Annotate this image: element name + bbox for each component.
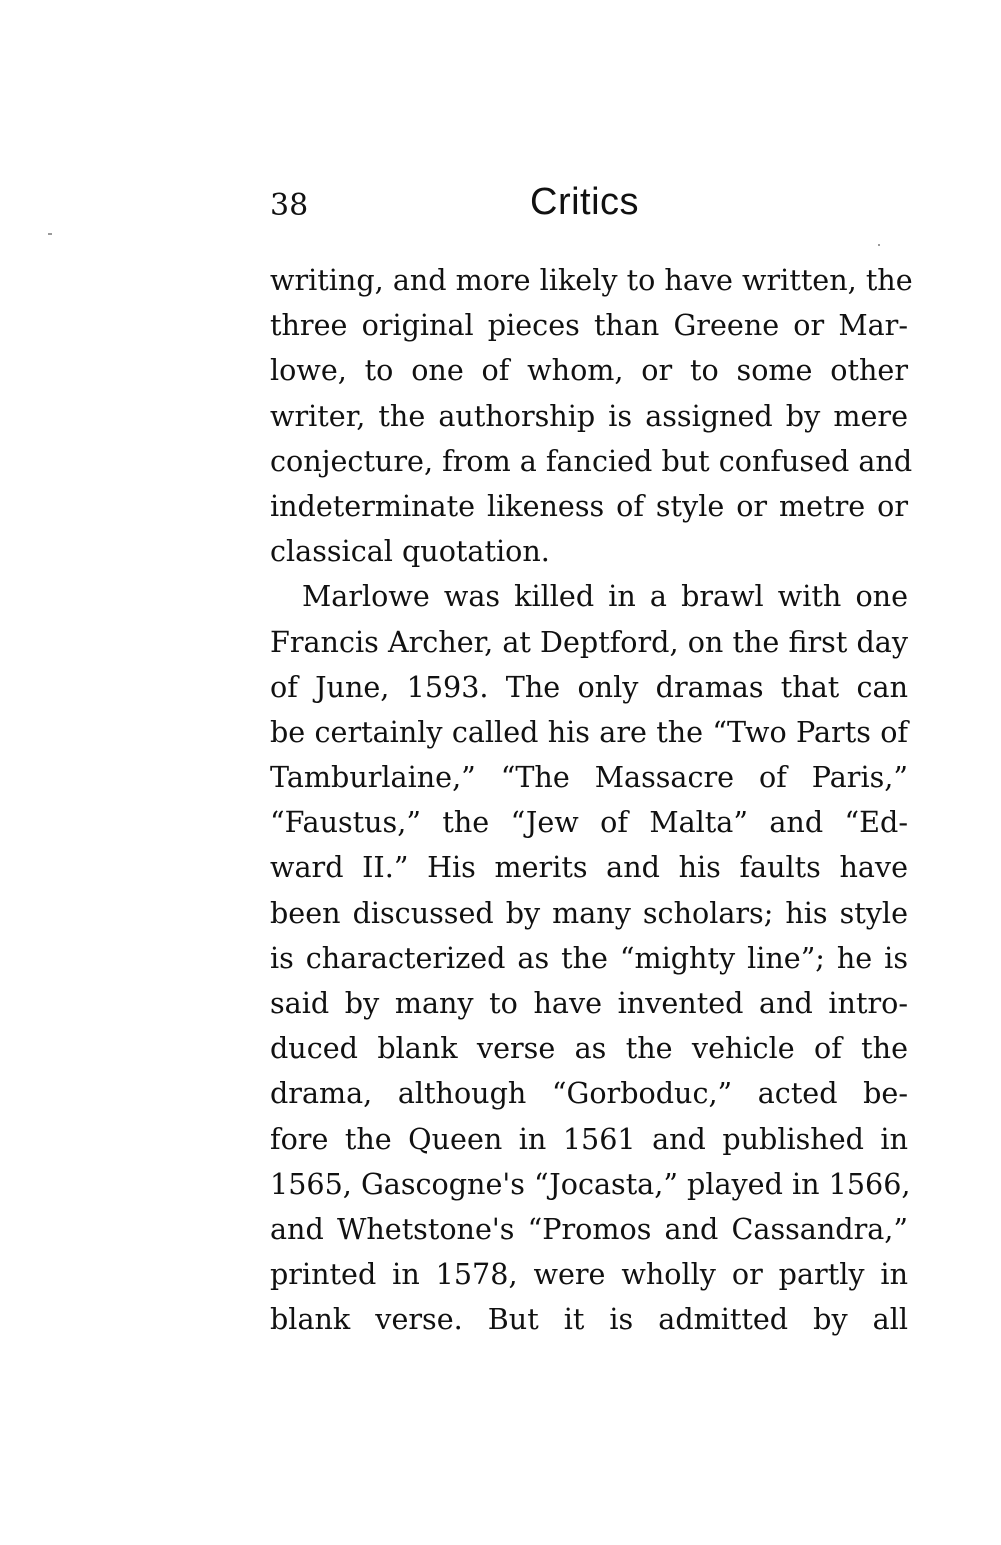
text-line: and Whetstone's “Promos and Cassandra,” — [270, 1211, 908, 1246]
text-line: Tamburlaine,” “The Massacre of Paris,” — [270, 760, 908, 795]
text-line: classical quotation. — [270, 534, 550, 569]
text-line: printed in 1578, were wholly or partly in — [270, 1257, 908, 1292]
text-line: writing, and more likely to have written, the — [270, 263, 913, 297]
text-line: conjecture, from a fancied but confused and — [270, 443, 913, 478]
text-line: be certainly called his are the “Two Parts of — [270, 714, 908, 749]
text-line: fore the Queen in 1561 and published in — [270, 1121, 908, 1156]
paragraph-2 — [270, 574, 911, 1342]
scan-speck — [48, 233, 52, 235]
text-line: said by many to have invented and intro- — [270, 986, 908, 1020]
text-line: lowe, to one of whom, or to some other — [270, 353, 908, 388]
text-line: is characterized as the “mighty line”; he is — [270, 940, 908, 975]
text-line: “Faustus,” the “Jew of Malta” and “Ed- — [270, 805, 908, 840]
text-line: duced blank verse as the vehicle of the — [270, 1031, 908, 1066]
text-line: 1565, Gascogne's “Jocasta,” played in 1566, — [270, 1166, 911, 1201]
text-line: Francis Archer, at Deptford, on the first day — [270, 624, 908, 659]
page-title: Critics — [530, 181, 640, 223]
text-line: three original pieces than Greene or Mar- — [270, 308, 908, 343]
text-line: been discussed by many scholars; his style — [270, 895, 908, 930]
text-line: blank verse. But it is admitted by all — [270, 1302, 908, 1337]
page-number: 38 — [270, 188, 309, 223]
scan-speck — [878, 244, 880, 246]
text-line: writer, the authorship is assigned by mere — [270, 398, 908, 433]
paragraph-1 — [270, 258, 913, 574]
text-line: ward II.” His merits and his faults have — [270, 850, 908, 885]
text-line: indeterminate likeness of style or metre or — [270, 488, 908, 523]
text-line: Marlowe was killed in a brawl with one — [302, 579, 908, 614]
running-head — [270, 178, 910, 228]
body-text — [270, 258, 913, 1343]
text-line: of June, 1593. The only dramas that can — [270, 669, 908, 704]
text-line: drama, although “Gorboduc,” acted be- — [270, 1076, 908, 1111]
